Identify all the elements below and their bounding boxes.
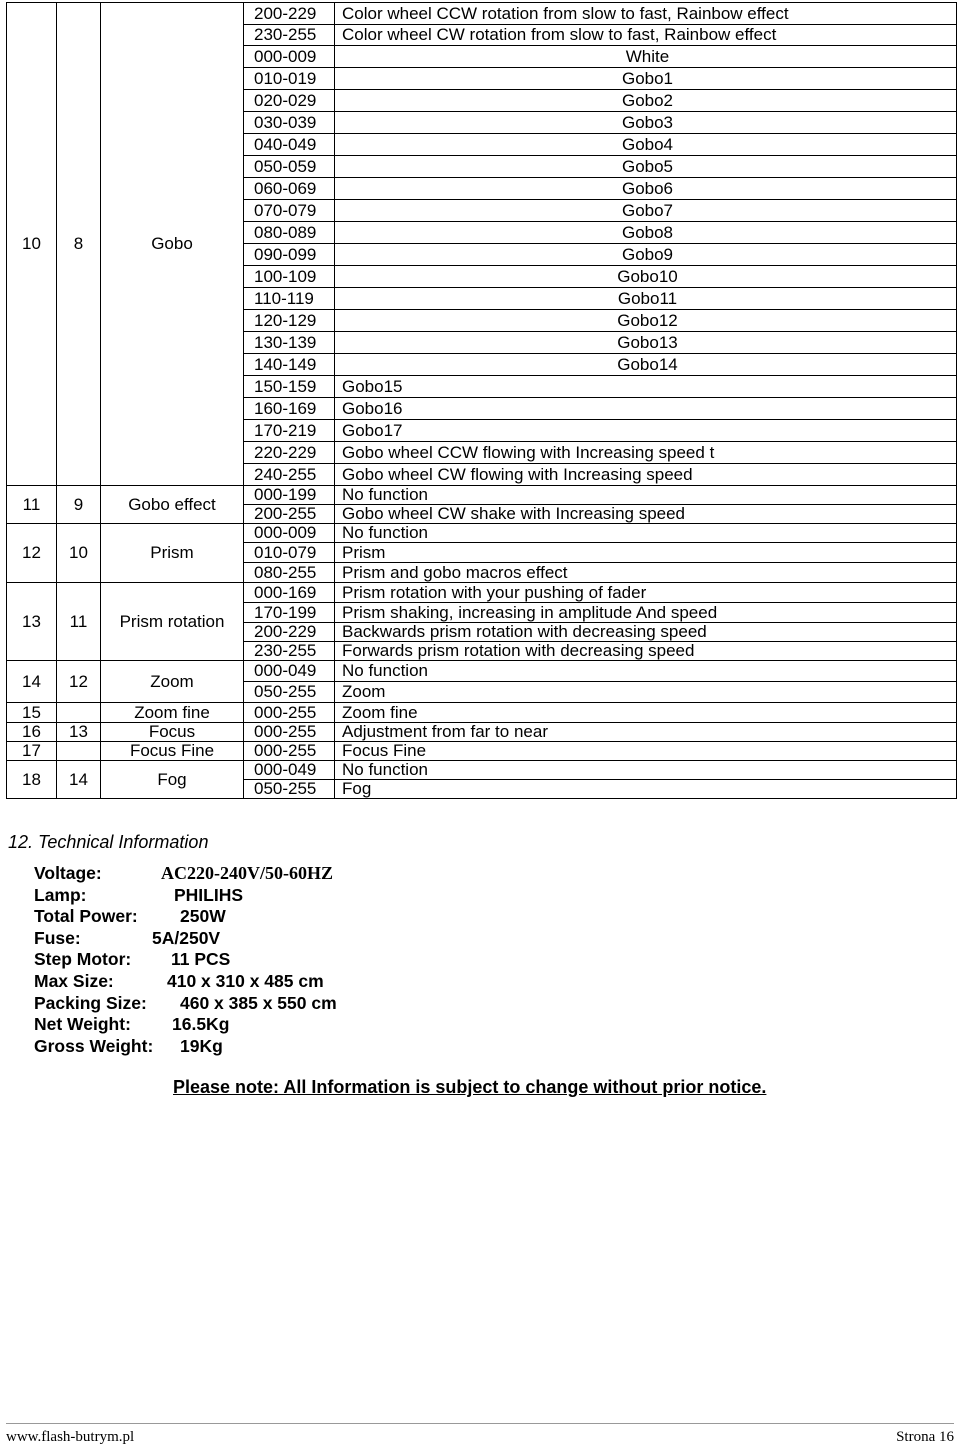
dmx-description: White: [335, 46, 957, 68]
channel-number: 16: [7, 723, 57, 742]
change-notice: Please note: All Information is subject to change without prior notice.: [173, 1077, 767, 1097]
dmx-range: 160-169: [244, 398, 335, 420]
channel-alt-number: [57, 703, 101, 723]
table-row: [7, 486, 957, 505]
dmx-description: Backwards prism rotation with decreasing speed: [335, 623, 957, 642]
dmx-description: No function: [335, 661, 957, 682]
spec-value: 460 x 385 x 550 cm: [180, 992, 337, 1013]
dmx-description: Adjustment from far to near: [335, 723, 957, 742]
channel-number: 12: [7, 524, 57, 583]
section-title: 12. Technical Information: [8, 832, 209, 852]
table-row: [7, 742, 957, 761]
dmx-range: 010-019: [244, 68, 335, 90]
dmx-range: 050-255: [244, 780, 335, 799]
dmx-description: Gobo6: [335, 178, 957, 200]
dmx-range: 030-039: [244, 112, 335, 134]
dmx-description: Gobo wheel CW shake with Increasing speed: [335, 505, 957, 524]
channel-number: 18: [7, 761, 57, 799]
channel-function: Prism: [101, 524, 244, 583]
dmx-channel-table: [6, 2, 957, 799]
dmx-range: 230-255: [244, 25, 335, 46]
table-row: [7, 761, 957, 780]
footer-divider: [6, 1423, 954, 1424]
table-row: [7, 661, 957, 682]
channel-number: 15: [7, 703, 57, 723]
spec-label: Gross Weight:: [34, 1035, 154, 1056]
spec-label: Fuse:: [34, 927, 81, 948]
dmx-description: Fog: [335, 780, 957, 799]
spec-value: 19Kg: [180, 1035, 223, 1056]
dmx-range: 000-009: [244, 46, 335, 68]
dmx-table-body: [7, 3, 957, 799]
spec-label: Max Size:: [34, 970, 114, 991]
dmx-description: Gobo14: [335, 354, 957, 376]
dmx-description: Forwards prism rotation with decreasing speed: [335, 642, 957, 661]
dmx-description: Gobo12: [335, 310, 957, 332]
dmx-description: Gobo16: [335, 398, 957, 420]
channel-number: 11: [7, 486, 57, 524]
dmx-range: 200-255: [244, 505, 335, 524]
dmx-description: Color wheel CCW rotation from slow to fast, Rainbow effect: [335, 3, 957, 25]
dmx-range: 170-199: [244, 603, 335, 623]
channel-function: Gobo effect: [101, 486, 244, 524]
spec-label: Total Power:: [34, 906, 138, 927]
dmx-range: 000-049: [244, 761, 335, 780]
dmx-range: 070-079: [244, 200, 335, 222]
dmx-description: Gobo3: [335, 112, 957, 134]
dmx-range: 130-139: [244, 332, 335, 354]
dmx-range: 000-169: [244, 583, 335, 603]
dmx-range: 050-255: [244, 682, 335, 703]
channel-number: 14: [7, 661, 57, 703]
dmx-range: 140-149: [244, 354, 335, 376]
table-row: [7, 723, 957, 742]
dmx-range: 000-049: [244, 661, 335, 682]
dmx-description: Gobo2: [335, 90, 957, 112]
dmx-description: Prism rotation with your pushing of fader: [335, 583, 957, 603]
spec-value: PHILIHS: [174, 884, 244, 905]
dmx-range: 000-009: [244, 524, 335, 543]
channel-number: 17: [7, 742, 57, 761]
channel-alt-number: 9: [57, 486, 101, 524]
dmx-description: No function: [335, 761, 957, 780]
dmx-range: 000-255: [244, 703, 335, 723]
channel-alt-number: 13: [57, 723, 101, 742]
dmx-range: 010-079: [244, 543, 335, 563]
dmx-range: 220-229: [244, 442, 335, 464]
spec-label: Voltage:: [34, 863, 102, 883]
dmx-description: Gobo13: [335, 332, 957, 354]
dmx-description: No function: [335, 524, 957, 543]
table-row: [7, 583, 957, 603]
dmx-range: 080-255: [244, 563, 335, 583]
dmx-range: 200-229: [244, 3, 335, 25]
dmx-range: 050-059: [244, 156, 335, 178]
dmx-range: 000-255: [244, 742, 335, 761]
spec-label: Step Motor:: [34, 949, 132, 970]
table-row: [7, 703, 957, 723]
channel-alt-number: 11: [57, 583, 101, 661]
spec-label: Net Weight:: [34, 1014, 131, 1035]
dmx-range: 120-129: [244, 310, 335, 332]
table-row: [7, 524, 957, 543]
dmx-description: Prism shaking, increasing in amplitude And speed: [335, 603, 957, 623]
channel-function: Zoom: [101, 661, 244, 703]
dmx-range: 000-199: [244, 486, 335, 505]
dmx-range: 230-255: [244, 642, 335, 661]
table-row: [7, 3, 957, 25]
channel-alt-number: 12: [57, 661, 101, 703]
dmx-range: 150-159: [244, 376, 335, 398]
dmx-range: 080-089: [244, 222, 335, 244]
channel-alt-number: 10: [57, 524, 101, 583]
spec-value: 410 x 310 x 485 cm: [167, 970, 324, 991]
channel-number: 10: [7, 3, 57, 486]
dmx-description: Gobo10: [335, 266, 957, 288]
dmx-description: Gobo1: [335, 68, 957, 90]
dmx-range: 090-099: [244, 244, 335, 266]
dmx-description: Gobo wheel CCW flowing with Increasing speed t: [335, 442, 957, 464]
dmx-description: Gobo17: [335, 420, 957, 442]
spec-label: Lamp:: [34, 884, 87, 905]
spec-value: 16.5Kg: [172, 1014, 230, 1035]
footer-page-number: Strona 16: [896, 1429, 954, 1445]
channel-alt-number: 14: [57, 761, 101, 799]
channel-function: Fog: [101, 761, 244, 799]
dmx-description: Color wheel CW rotation from slow to fast, Rainbow effect: [335, 25, 957, 46]
spec-value: 5A/250V: [152, 927, 221, 948]
spec-value: 11 PCS: [171, 949, 231, 970]
dmx-description: No function: [335, 486, 957, 505]
dmx-description: Gobo15: [335, 376, 957, 398]
channel-function: Focus: [101, 723, 244, 742]
channel-function: Focus Fine: [101, 742, 244, 761]
dmx-range: 170-219: [244, 420, 335, 442]
dmx-description: Focus Fine: [335, 742, 957, 761]
channel-function: Zoom fine: [101, 703, 244, 723]
dmx-range: 040-049: [244, 134, 335, 156]
dmx-range: 110-119: [244, 288, 335, 310]
dmx-range: 020-029: [244, 90, 335, 112]
channel-function: Prism rotation: [101, 583, 244, 661]
channel-alt-number: [57, 742, 101, 761]
dmx-description: Gobo9: [335, 244, 957, 266]
dmx-description: Prism: [335, 543, 957, 563]
spec-value: AC220-240V/50-60HZ: [161, 863, 333, 883]
dmx-range: 100-109: [244, 266, 335, 288]
dmx-description: Gobo7: [335, 200, 957, 222]
dmx-description: Zoom: [335, 682, 957, 703]
dmx-range: 000-255: [244, 723, 335, 742]
spec-value: 250W: [180, 906, 226, 927]
dmx-description: Zoom fine: [335, 703, 957, 723]
channel-number: 13: [7, 583, 57, 661]
dmx-description: Gobo wheel CW flowing with Increasing speed: [335, 464, 957, 486]
channel-alt-number: 8: [57, 3, 101, 486]
channel-function: Gobo: [101, 3, 244, 486]
dmx-description: Gobo8: [335, 222, 957, 244]
dmx-description: Gobo5: [335, 156, 957, 178]
dmx-range: 240-255: [244, 464, 335, 486]
dmx-description: Gobo11: [335, 288, 957, 310]
spec-label: Packing Size:: [34, 992, 147, 1013]
dmx-description: Gobo4: [335, 134, 957, 156]
dmx-range: 060-069: [244, 178, 335, 200]
footer-website: www.flash-butrym.pl: [6, 1429, 135, 1445]
dmx-description: Prism and gobo macros effect: [335, 563, 957, 583]
dmx-range: 200-229: [244, 623, 335, 642]
